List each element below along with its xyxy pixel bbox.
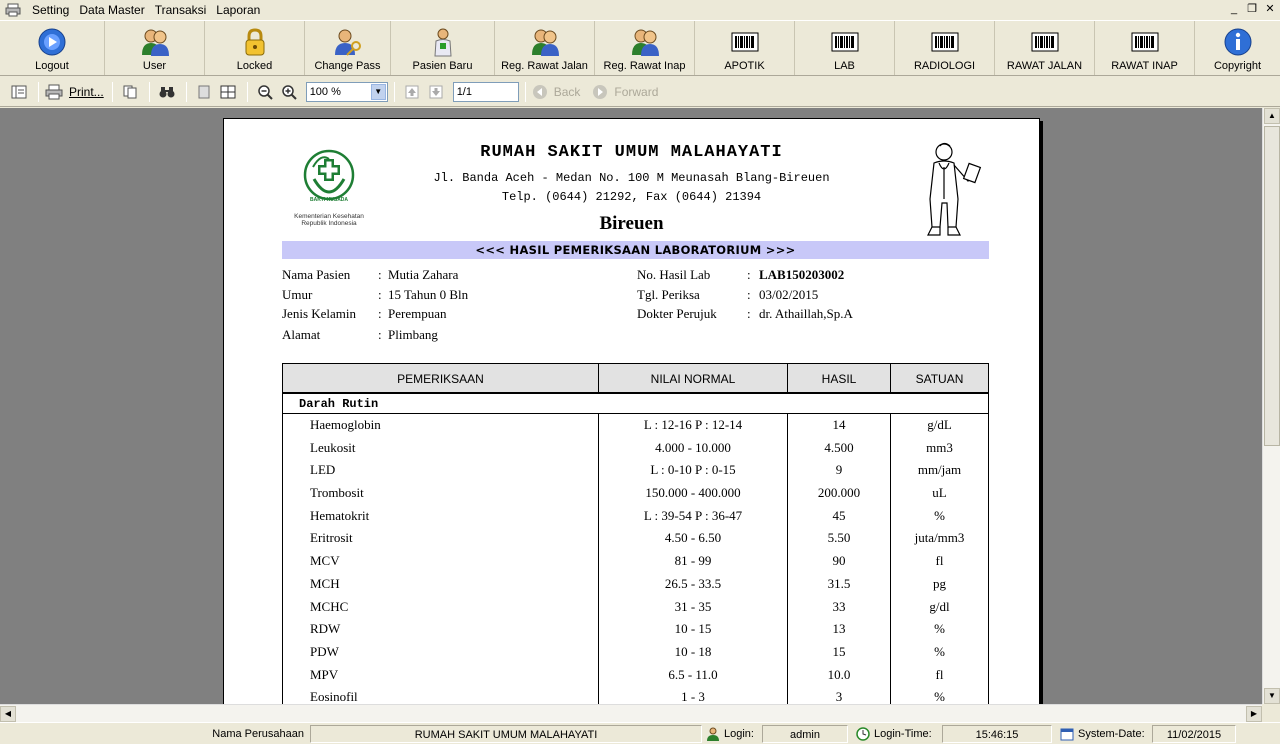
gender-label: Jenis Kelamin (282, 306, 357, 321)
print-label: Print... (69, 84, 104, 99)
normal-range: L : 0-10 P : 0-15 (599, 459, 788, 482)
chevron-down-icon[interactable]: ▼ (371, 84, 386, 100)
minimize-icon[interactable]: _ (1230, 3, 1238, 15)
pasien-baru-label: Pasien Baru (412, 60, 473, 72)
test-name: MCHC (283, 596, 599, 619)
table-row (283, 686, 988, 704)
copy-icon (123, 85, 137, 99)
test-unit: fl (935, 553, 944, 569)
apotik-label: APOTIK (724, 60, 765, 72)
test-result: 13 (788, 618, 891, 641)
name-label: Nama Pasien (282, 267, 351, 282)
user-label: User (142, 60, 167, 72)
clock-icon (856, 727, 870, 741)
next-page-button[interactable] (425, 81, 447, 103)
user-icon (706, 727, 720, 741)
header-pemeriksaan: PEMERIKSAAN (283, 364, 599, 392)
forward-button[interactable] (592, 81, 658, 103)
patient-info (282, 267, 612, 347)
referring-doctor: dr. Athaillah,Sp.A (759, 306, 853, 321)
login-time-label-cell (848, 725, 942, 743)
lab-info (637, 267, 977, 327)
barcode-icon (1130, 27, 1160, 57)
test-result: 31.5 (788, 573, 891, 596)
age-colon: : (378, 287, 382, 302)
doctor-label: Dokter Perujuk (637, 306, 717, 321)
single-page-button[interactable] (193, 81, 215, 103)
barcode-icon (830, 27, 860, 57)
test-unit: % (934, 643, 945, 659)
table-row (283, 596, 988, 619)
test-unit: uL (932, 485, 947, 501)
test-result: 33 (788, 596, 891, 619)
horizontal-scrollbar[interactable] (0, 704, 1262, 722)
tree-icon (11, 85, 27, 99)
lab-label: LAB (834, 60, 855, 72)
new-patient-icon (428, 27, 458, 57)
menu-transaksi[interactable]: Transaksi (154, 3, 207, 17)
rawat-jalan-label: RAWAT JALAN (1006, 60, 1083, 72)
prev-page-button[interactable] (401, 81, 423, 103)
print-icon (45, 84, 63, 100)
address-colon: : (378, 327, 382, 342)
test-result: 90 (788, 550, 891, 573)
test-unit: mm/jam (917, 462, 962, 478)
copyright-button[interactable] (1195, 21, 1280, 75)
find-button[interactable] (156, 81, 178, 103)
menu-data-master[interactable]: Data Master (79, 3, 145, 17)
scroll-down-icon[interactable]: ▼ (1264, 688, 1280, 704)
lab-no-label: No. Hasil Lab (637, 267, 711, 282)
table-row (283, 641, 988, 664)
scroll-corner (1262, 704, 1280, 722)
header-satuan: SATUAN (915, 372, 964, 386)
arrow-down-icon (429, 85, 443, 99)
login-label-cell (702, 725, 762, 743)
test-unit: mm3 (926, 439, 953, 455)
login-time: 15:46:15 (942, 725, 1052, 743)
report-viewer (0, 108, 1262, 704)
test-unit: fl (935, 666, 944, 682)
table-row (283, 505, 988, 528)
table-body (283, 414, 988, 704)
reg-rawat-inap-button[interactable] (595, 21, 695, 75)
normal-range: 4.50 - 6.50 (599, 527, 788, 550)
arrow-up-icon (405, 85, 419, 99)
scroll-thumb[interactable] (1264, 126, 1280, 446)
company-name: RUMAH SAKIT UMUM MALAHAYATI (310, 725, 702, 743)
hospital-name: RUMAH SAKIT UMUM MALAHAYATI (480, 143, 783, 162)
menu-bar (0, 0, 1280, 20)
doctor-colon: : (747, 306, 751, 321)
table-row (283, 482, 988, 505)
logout-icon (37, 27, 67, 57)
pasien-baru-button[interactable] (391, 21, 495, 75)
rawat-inap-button[interactable] (1095, 21, 1195, 75)
copy-button[interactable] (119, 81, 141, 103)
test-result: 5.50 (788, 527, 891, 550)
radiologi-label: RADIOLOGI (913, 60, 976, 72)
restore-icon[interactable]: ❐ (1247, 3, 1257, 15)
test-result: 3 (788, 686, 891, 704)
normal-range: L : 39-54 P : 36-47 (599, 505, 788, 528)
login-label: Login: (724, 727, 754, 740)
test-result: 4.500 (788, 437, 891, 460)
normal-range: 150.000 - 400.000 (599, 482, 788, 505)
test-name: MCH (283, 573, 599, 596)
exam-date: 03/02/2015 (759, 287, 819, 302)
patient-gender: Perempuan (388, 306, 447, 321)
table-row (283, 414, 988, 437)
main-toolbar (0, 20, 1280, 76)
login-time-label: Login-Time: (874, 727, 932, 740)
forward-label: Forward (614, 84, 659, 99)
test-unit: % (934, 507, 945, 523)
rawat-inap-label: RAWAT INAP (1111, 60, 1178, 72)
test-result: 14 (788, 414, 891, 437)
print-button[interactable] (45, 81, 104, 103)
test-name: Leukosit (283, 437, 599, 460)
zoom-in-icon (281, 84, 297, 100)
status-bar (0, 722, 1280, 744)
patient-age: 15 Tahun 0 Bln (388, 287, 469, 302)
multi-page-icon (220, 85, 236, 99)
test-group-title: Darah Rutin (283, 394, 988, 414)
test-name: Hematokrit (283, 505, 599, 528)
zoom-select[interactable] (306, 82, 388, 102)
test-name: MPV (283, 664, 599, 687)
system-date-label: System-Date: (1078, 727, 1145, 740)
zoom-value: 100 % (309, 85, 341, 98)
user-button[interactable] (105, 21, 205, 75)
test-name: PDW (283, 641, 599, 664)
back-button[interactable] (532, 81, 581, 103)
patient-name: Mutia Zahara (388, 267, 459, 282)
normal-range: 31 - 35 (599, 596, 788, 619)
menu-setting[interactable]: Setting (32, 3, 70, 17)
calendar-icon (1060, 727, 1074, 741)
lock-icon (240, 27, 270, 57)
toolbar-separator (394, 82, 395, 102)
report-page (223, 118, 1040, 704)
exam-date-label: Tgl. Periksa (637, 287, 700, 302)
toolbar-separator (525, 82, 526, 102)
lab-results-table (282, 363, 989, 704)
vertical-scrollbar[interactable] (1262, 108, 1280, 704)
system-date-label-cell (1052, 725, 1152, 743)
test-name: Eosinofil (283, 686, 599, 704)
toolbar-separator (38, 82, 39, 102)
gender-colon: : (378, 306, 382, 321)
radiologi-button[interactable] (895, 21, 995, 75)
normal-range: L : 12-16 P : 12-14 (599, 414, 788, 437)
copyright-label: Copyright (1213, 60, 1262, 72)
report-toolbar (0, 77, 1280, 107)
normal-range: 1 - 3 (599, 686, 788, 704)
change-password-icon (333, 27, 363, 57)
scroll-up-icon[interactable]: ▲ (1264, 108, 1280, 124)
lab-button[interactable] (795, 21, 895, 75)
logout-button[interactable] (0, 21, 105, 75)
toolbar-separator (186, 82, 187, 102)
close-icon[interactable]: ✕ (1265, 3, 1275, 15)
patient-address: Plimbang (388, 327, 438, 342)
test-result: 9 (788, 459, 891, 482)
page-number-input[interactable]: 1/1 (453, 82, 519, 102)
toolbar-separator (112, 82, 113, 102)
single-page-icon (197, 85, 211, 99)
hospital-address: Jl. Banda Aceh - Medan No. 100 M Meunasah Blang-Bireuen (433, 171, 830, 185)
system-date: 11/02/2015 (1152, 725, 1236, 743)
test-unit: pg (933, 575, 946, 591)
test-unit: % (934, 621, 945, 637)
change-pass-label: Change Pass (314, 60, 381, 72)
toolbar-separator (247, 82, 248, 102)
barcode-icon (730, 27, 760, 57)
scroll-left-icon[interactable]: ◀ (0, 706, 16, 722)
zoom-out-button[interactable] (254, 81, 276, 103)
report-section-title: <<< HASIL PEMERIKSAAN LABORATORIUM >>> (282, 241, 989, 259)
forward-arrow-icon (592, 84, 608, 100)
table-header (283, 364, 988, 394)
header-hasil: HASIL (788, 364, 891, 392)
table-row (283, 618, 988, 641)
lab-number: LAB150203002 (759, 267, 845, 282)
printer-app-icon (5, 3, 21, 17)
age-label: Umur (282, 287, 313, 302)
test-name: LED (283, 459, 599, 482)
test-result: 15 (788, 641, 891, 664)
table-row (283, 573, 988, 596)
scroll-right-icon[interactable]: ▶ (1246, 706, 1262, 722)
test-name: Trombosit (283, 482, 599, 505)
logout-label: Logout (35, 60, 69, 72)
table-row (283, 459, 988, 482)
normal-range: 10 - 15 (599, 618, 788, 641)
test-result: 10.0 (788, 664, 891, 687)
toggle-tree-button[interactable] (8, 81, 30, 103)
table-row (283, 437, 988, 460)
normal-range: 6.5 - 11.0 (599, 664, 788, 687)
zoom-out-icon (257, 84, 273, 100)
test-name: RDW (283, 618, 599, 641)
apotik-button[interactable] (695, 21, 795, 75)
test-result: 45 (788, 505, 891, 528)
logo-caption-line2: Republik Indonesia (301, 220, 357, 227)
rawat-jalan-button[interactable] (995, 21, 1095, 75)
logo-caption-line1: Kementerian Kesehatan (294, 213, 364, 220)
test-result: 200.000 (788, 482, 891, 505)
users-icon (140, 27, 170, 57)
test-unit: % (934, 689, 945, 704)
reg-rawat-jalan-label: Reg. Rawat Jalan (501, 60, 588, 72)
normal-range: 10 - 18 (599, 641, 788, 664)
login-user: admin (762, 725, 848, 743)
hospital-city: Bireuen (599, 213, 664, 234)
table-row (283, 550, 988, 573)
normal-range: 4.000 - 10.000 (599, 437, 788, 460)
back-arrow-icon (532, 84, 548, 100)
barcode-icon (1030, 27, 1060, 57)
test-unit: juta/mm3 (914, 530, 965, 546)
normal-range: 81 - 99 (599, 550, 788, 573)
info-icon (1223, 27, 1253, 57)
logo-text: BAKTI HUSADA (309, 197, 349, 203)
test-unit: g/dL (927, 417, 952, 432)
table-row (283, 664, 988, 687)
hospital-phone: Telp. (0644) 21292, Fax (0644) 21394 (501, 190, 762, 204)
locked-label: Locked (236, 60, 273, 72)
locked-button[interactable] (205, 21, 305, 75)
address-label: Alamat (282, 327, 321, 342)
window-controls (1226, 2, 1278, 16)
change-pass-button[interactable] (305, 21, 391, 75)
users-icon (630, 27, 660, 57)
menu-laporan[interactable]: Laporan (216, 3, 261, 17)
users-icon (530, 27, 560, 57)
name-colon: : (378, 267, 382, 282)
toolbar-separator (149, 82, 150, 102)
back-label: Back (553, 84, 581, 99)
multi-page-button[interactable] (217, 81, 239, 103)
exam-date-colon: : (747, 287, 751, 302)
test-name: MCV (283, 550, 599, 573)
table-row (283, 527, 988, 550)
lab-no-colon: : (747, 267, 751, 282)
company-label: Nama Perusahaan (212, 727, 304, 740)
test-name: Eritrosit (283, 527, 599, 550)
test-name: Haemoglobin (283, 414, 599, 437)
header-nilai-normal: NILAI NORMAL (599, 364, 788, 392)
reg-rawat-jalan-button[interactable] (495, 21, 595, 75)
test-unit: g/dl (929, 598, 950, 614)
zoom-in-button[interactable] (278, 81, 300, 103)
binoculars-icon (159, 85, 175, 99)
normal-range: 26.5 - 33.5 (599, 573, 788, 596)
barcode-icon (930, 27, 960, 57)
reg-rawat-inap-label: Reg. Rawat Inap (603, 60, 686, 72)
